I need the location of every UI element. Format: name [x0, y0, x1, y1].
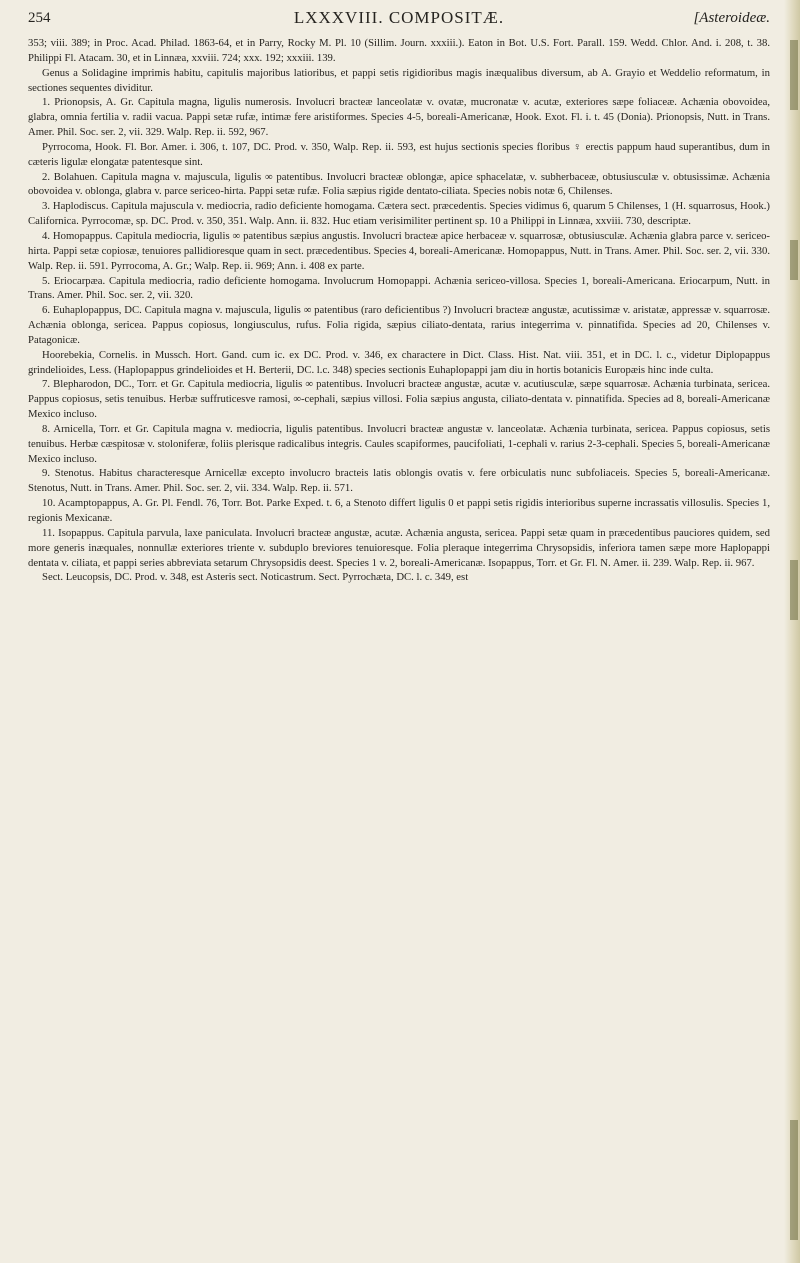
edge-band	[790, 1120, 798, 1240]
chapter-title: LXXXVIII. COMPOSITÆ.	[293, 8, 505, 27]
page-edge-shadow	[784, 0, 800, 1263]
edge-band	[790, 560, 798, 620]
edge-band	[790, 240, 798, 280]
paragraph-sect-4: 4. Homopappus. Capitula mediocria, ligulis ∞ patentibus sæpius angustis. Involucri bracteæ apice herbaceæ v. squarrosæ, obtusiusculæ. Achænia glabra parce v. sericeo-hirta. Pappi setæ copiosæ, tenuiores pallidioresque quam in sect. præcedentibus. Species 4, boreali-Americanæ. Homopappus, Nutt. in Trans. Amer. Phil. Soc. ser. 2, vii. 330. Walp. Rep. ii. 591. Pyrrocoma, A. Gr.; Walp. Rep. ii. 969; Ann. i. 408 ex parte.	[28, 229, 770, 272]
paragraph-sect-5: 5. Eriocarpæa. Capitula mediocria, radio deficiente homogama. Involucrum Homopappi. Achænia sericeo-villosa. Species 1, boreali-Americana. Eriocarpum, Nutt. in Trans. Amer. Phil. Soc. ser. 2, vii. 320.	[28, 274, 770, 302]
body-text	[28, 36, 770, 585]
paragraph-genus: Genus a Solidagine imprimis habitu, capitulis majoribus latioribus, et pappi setis rigidioribus magis inæqualibus diversum, ab A. Grayio et Weddelio reformatum, in sectiones sequentes dividitur.	[28, 66, 770, 94]
section-title: [Asteroideæ.	[693, 10, 770, 26]
paragraph-hoorebekia: Hoorebekia, Cornelis. in Mussch. Hort. Gand. cum ic. ex DC. Prod. v. 346, ex charactere in Dict. Class. Hist. Nat. viii. 351, et in DC. l. c., videtur Diplopappus grindelioides, Less. (Haplopappus grindelioides et H. Berterii, DC. l.c. 348) species sectionis Euhaplopappi jam diu in hortis botanicis Europæis hinc inde culta.	[28, 348, 770, 376]
paragraph-sect-11: 11. Isopappus. Capitula parvula, laxe paniculata. Involucri bracteæ angustæ, acutæ. Achænia angusta, sericea. Pappi setæ quam in præcedentibus pauciores quidem, sed more generis inæquales, nonnullæ exteriores triente v. subduplo breviores tenuioresque. Folia pleraque integerrima Chrysopsidis, inferiora tamen sæpe more Haplopappi dentata v. ciliata, et pappi series abbreviata setarum Chrysopsidis deest. Species 1 v. 2, boreali-Americanæ. Isopappus, Torr. et Gr. Fl. N. Amer. ii. 239. Walp. Rep. ii. 967.	[28, 526, 770, 569]
paragraph-pyrrocoma: Pyrrocoma, Hook. Fl. Bor. Amer. i. 306, t. 107, DC. Prod. v. 350, Walp. Rep. ii. 593, est hujus sectionis species floribus ♀ erectis pappum haud superantibus, dum in cæteris ligulæ elongatæ patentesque sint.	[28, 140, 770, 168]
edge-band	[790, 40, 798, 110]
paragraph-sect-8: 8. Arnicella, Torr. et Gr. Capitula magna v. mediocria, ligulis patentibus. Involucri bracteæ angustæ v. lanceolatæ. Achænia turbinata, sericea. Pappus copiosus, setis tenuibus. Herbæ cæspitosæ v. stoloniferæ, foliis plerisque radicalibus integris. Caules scapiformes, paucifoliati, 1-cephali v. rarius 2-3-cephali. Species 5, boreali-Americanæ Mexico incluso.	[28, 422, 770, 465]
paragraph-sect-6: 6. Euhaplopappus, DC. Capitula magna v. majuscula, ligulis ∞ patentibus (raro deficientibus ?) Involucri bracteæ angustæ, acutissimæ v. aristatæ, appressæ v. squarrosæ. Achænia oblonga, sericea. Pappus copiosus, longiusculus, rufus. Folia rigida, sæpius ciliato-dentata, rarius integerrima v. pinnatifida. Species ad 20, Chilenses v. Patagonicæ.	[28, 304, 770, 346]
paragraph-sect-3: 3. Haplodiscus. Capitula majuscula v. mediocria, radio deficiente homogama. Cætera sect. præcedentis. Species vidimus 6, quarum 5 Chilenses, 1 (H. squarrosus, Hook.) Californica. Pyrrocomæ, sp. DC. Prod. v. 350, 351. Walp. Ann. ii. 832. Huc etiam verisimiliter pertinent sp. 10 a Philippi in Linnæa, xxviii. 730, descriptæ.	[28, 200, 770, 228]
page	[28, 0, 770, 1263]
paragraph-final: Sect. Leucopsis, DC. Prod. v. 348, est Asteris sect. Noticastrum. Sect. Pyrrochæta, DC. l. c. 349, est	[42, 571, 469, 584]
paragraph-references: 353; viii. 389; in Proc. Acad. Philad. 1863-64, et in Parry, Rocky M. Pl. 10 (Sillim. Journ. xxxiii.). Eaton in Bot. U.S. Fort. Parall. 159. Wedd. Chlor. And. i. 208, t. 38. Philippi Fl. Atacam. 30, et in Linnæa, xxviii. 724; xxx. 192; xxxiii. 139.	[28, 37, 770, 64]
page-number: 254	[28, 10, 51, 26]
paragraph-sect-1: 1. Prionopsis, A. Gr. Capitula magna, ligulis numerosis. Involucri bracteæ lanceolatæ v. ovatæ, mucronatæ v. acutæ, exteriores sæpe foliaceæ. Achænia obovoidea, glabra, omnia fertilia v. radii vacua. Pappi setæ rufæ, intimæ fere aristiformes. Species 4-5, boreali-Americanæ, Hook. Exot. Fl. i. t. 45 (Donia). Prionopsis, Nutt. in Trans. Amer. Phil. Soc. ser. 2, vii. 329. Walp. Rep. ii. 592, 967.	[28, 96, 770, 139]
paragraph-sect-7: 7. Blepharodon, DC., Torr. et Gr. Capitula mediocria, ligulis ∞ patentibus. Involucri bracteæ angustæ, acutæ v. acutiusculæ, sæpe squarrosæ. Achænia turbinata, sericea. Pappus copiosus, setis tenuibus. Herbæ suffruticesve ramosi, ∞-cephali, sæpius villosi. Folia sæpius angusta, ciliato-dentata v. pinnatifida. Species ad 8, boreali-Americanæ Mexico incluso.	[28, 378, 770, 421]
paragraph-sect-2: 2. Bolahuen. Capitula magna v. majuscula, ligulis ∞ patentibus. Involucri bracteæ oblongæ, apice sphacelatæ, v. subherbaceæ, obtusiusculæ v. obtusissimæ. Achænia obovoidea v. oblonga, glabra v. parce sericeo-hirta. Pappi setæ rufæ. Folia sæpius rigide dentato-ciliata. Species nobis notæ 6, Chilenses.	[28, 170, 770, 198]
paragraph-sect-9: 9. Stenotus. Habitus characteresque Arnicellæ excepto involucro bracteis latis oblongis ovatis v. fere orbiculatis nunc subfoliaceis. Species 5, boreali-Americanæ. Stenotus, Nutt. in Trans. Amer. Phil. Soc. ser. 2, vii. 334. Walp. Rep. ii. 571.	[28, 467, 770, 495]
paragraph-sect-10: 10. Acamptopappus, A. Gr. Pl. Fendl. 76, Torr. Bot. Parke Exped. t. 6, a Stenoto differt ligulis 0 et pappi setis rigidis interioribus superne incrassatis villosulis. Species 1, regionis Mexicanæ.	[28, 497, 770, 524]
running-header	[28, 6, 770, 36]
